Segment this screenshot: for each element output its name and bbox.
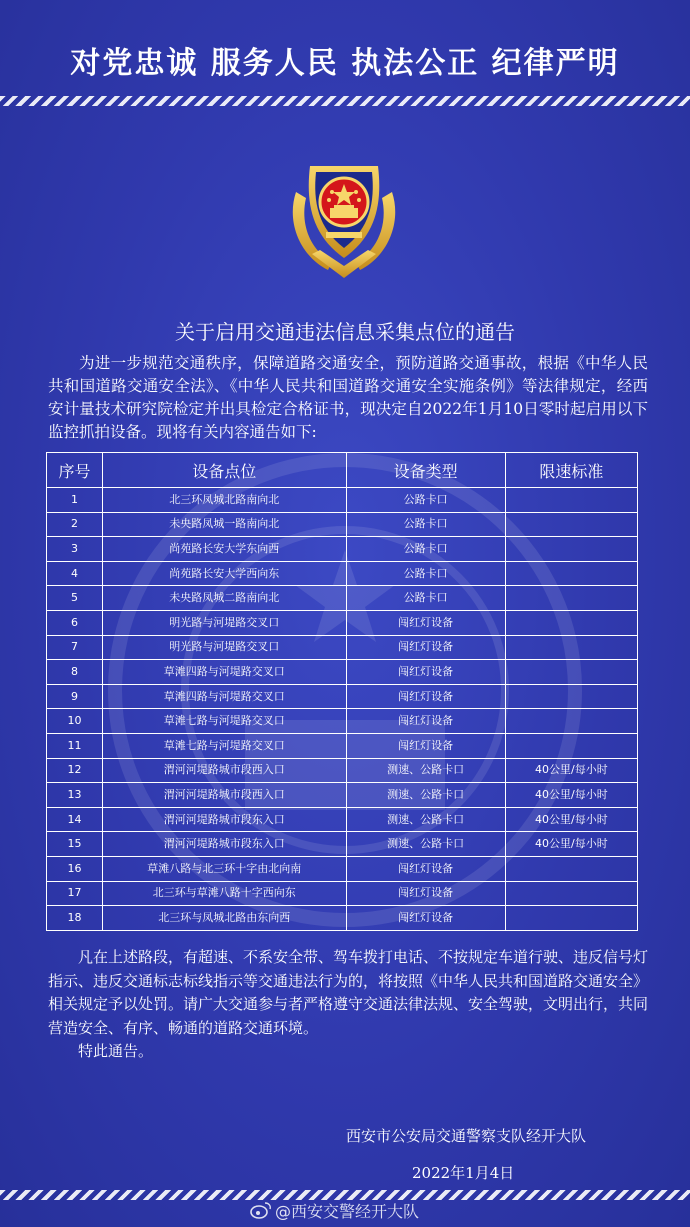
cell-device-type: 闯红灯设备 <box>346 610 505 635</box>
table-row <box>47 881 638 906</box>
cell-speed-limit <box>505 586 637 611</box>
cell-index: 17 <box>47 881 103 906</box>
cell-location: 北三环与草滩八路十字西向东 <box>103 881 346 906</box>
cell-location: 草滩四路与河堤路交叉口 <box>103 684 346 709</box>
cell-location: 未央路凤城二路南向北 <box>103 586 346 611</box>
table-row <box>47 512 638 537</box>
cell-index: 8 <box>47 660 103 685</box>
cell-location: 渭河河堤路城市段东入口 <box>103 832 346 857</box>
header-location: 设备点位 <box>103 453 346 488</box>
table-row <box>47 783 638 808</box>
top-stripe-divider <box>0 96 690 106</box>
cell-location: 未央路凤城一路南向北 <box>103 512 346 537</box>
slogan-banner: 对党忠诚 服务人民 执法公正 纪律严明 <box>70 46 620 81</box>
notice-outro <box>48 946 648 1064</box>
table-row <box>47 856 638 881</box>
cell-index: 18 <box>47 906 103 931</box>
cell-index: 3 <box>47 537 103 562</box>
cell-location: 渭河河堤路城市段西入口 <box>103 783 346 808</box>
table-row <box>47 635 638 660</box>
table-row <box>47 733 638 758</box>
header-device-type: 设备类型 <box>346 453 505 488</box>
cell-location: 北三环凤城北路南向北 <box>103 488 346 513</box>
cell-device-type: 公路卡口 <box>346 537 505 562</box>
cell-speed-limit <box>505 512 637 537</box>
table-row <box>47 906 638 931</box>
header-speed-limit: 限速标准 <box>505 453 637 488</box>
cell-index: 16 <box>47 856 103 881</box>
notice-intro-paragraph: 为进一步规范交通秩序，保障道路交通安全，预防道路交通事故，根据《中华人民共和国道路交通安全法》、《中华人民共和国道路交通安全实施条例》等法律规定，经西安计量技术研究院检定并出具检定合格证书，现决定自2022年1月10日零时起启用以下监控抓拍设备。现将有关内容通告如下: <box>48 354 648 441</box>
cell-device-type: 闯红灯设备 <box>346 881 505 906</box>
table-header-row <box>47 453 638 488</box>
cell-device-type: 闯红灯设备 <box>346 660 505 685</box>
cell-device-type: 测速、公路卡口 <box>346 758 505 783</box>
cell-index: 4 <box>47 561 103 586</box>
header-index: 序号 <box>47 453 103 488</box>
cell-speed-limit <box>505 561 637 586</box>
cell-index: 12 <box>47 758 103 783</box>
cell-device-type: 闯红灯设备 <box>346 733 505 758</box>
table-row <box>47 561 638 586</box>
cell-location: 草滩八路与北三环十字由北向南 <box>103 856 346 881</box>
cell-speed-limit <box>505 856 637 881</box>
cell-speed-limit <box>505 635 637 660</box>
table-row <box>47 807 638 832</box>
weibo-watermark <box>250 1199 490 1221</box>
cell-location: 草滩七路与河堤路交叉口 <box>103 733 346 758</box>
cell-location: 渭河河堤路城市段西入口 <box>103 758 346 783</box>
police-emblem-icon <box>282 152 406 280</box>
cell-speed-limit <box>505 906 637 931</box>
closing-text: 特此通告。 <box>78 1042 154 1060</box>
cell-speed-limit <box>505 660 637 685</box>
table-row <box>47 537 638 562</box>
weibo-icon <box>250 1201 272 1219</box>
cell-location: 渭河河堤路城市段东入口 <box>103 807 346 832</box>
cell-index: 6 <box>47 610 103 635</box>
cell-index: 14 <box>47 807 103 832</box>
cell-device-type: 测速、公路卡口 <box>346 783 505 808</box>
cell-speed-limit <box>505 733 637 758</box>
table-row <box>47 610 638 635</box>
cell-device-type: 闯红灯设备 <box>346 906 505 931</box>
cell-device-type: 闯红灯设备 <box>346 635 505 660</box>
cell-location: 尚苑路长安大学东向西 <box>103 537 346 562</box>
cell-device-type: 闯红灯设备 <box>346 709 505 734</box>
cell-location: 草滩四路与河堤路交叉口 <box>103 660 346 685</box>
table-row <box>47 684 638 709</box>
cell-speed-limit: 40公里/每小时 <box>505 832 637 857</box>
issue-date: 2022年1月4日 <box>412 1164 515 1182</box>
cell-index: 13 <box>47 783 103 808</box>
cell-speed-limit <box>505 488 637 513</box>
cell-index: 11 <box>47 733 103 758</box>
table-row <box>47 660 638 685</box>
cell-device-type: 公路卡口 <box>346 561 505 586</box>
cell-speed-limit: 40公里/每小时 <box>505 783 637 808</box>
outro-paragraph: 凡在上述路段，有超速、不系安全带、驾车拨打电话、不按规定车道行驶、违反信号灯指示、违反交通标志标线指示等交通违法行为的，将按照《中华人民共和国道路交通安全》相关规定予以处罚。请广大交通参与者严格遵守交通法律法规、安全驾驶，文明出行，共同营造安全、有序、畅通的道路交通环境。 <box>48 948 649 1037</box>
cell-device-type: 公路卡口 <box>346 512 505 537</box>
table-row <box>47 488 638 513</box>
device-table <box>46 452 638 931</box>
issuer-signature: 西安市公安局交通警察支队经开大队 <box>346 1127 587 1145</box>
cell-index: 2 <box>47 512 103 537</box>
weibo-handle: @西安交警经开大队 <box>275 1201 420 1221</box>
table-row <box>47 758 638 783</box>
cell-device-type: 测速、公路卡口 <box>346 807 505 832</box>
cell-index: 9 <box>47 684 103 709</box>
table-row <box>47 832 638 857</box>
cell-speed-limit: 40公里/每小时 <box>505 807 637 832</box>
cell-location: 北三环与凤城北路由东向西 <box>103 906 346 931</box>
cell-location: 草滩七路与河堤路交叉口 <box>103 709 346 734</box>
cell-index: 15 <box>47 832 103 857</box>
cell-device-type: 测速、公路卡口 <box>346 832 505 857</box>
cell-speed-limit: 40公里/每小时 <box>505 758 637 783</box>
cell-device-type: 公路卡口 <box>346 488 505 513</box>
cell-speed-limit <box>505 610 637 635</box>
cell-index: 10 <box>47 709 103 734</box>
cell-device-type: 公路卡口 <box>346 586 505 611</box>
cell-location: 明光路与河堤路交叉口 <box>103 610 346 635</box>
table-row <box>47 586 638 611</box>
cell-index: 5 <box>47 586 103 611</box>
cell-index: 7 <box>47 635 103 660</box>
table-row <box>47 709 638 734</box>
table-body <box>47 488 638 931</box>
cell-index: 1 <box>47 488 103 513</box>
cell-device-type: 闯红灯设备 <box>346 856 505 881</box>
cell-location: 明光路与河堤路交叉口 <box>103 635 346 660</box>
cell-device-type: 闯红灯设备 <box>346 684 505 709</box>
cell-speed-limit <box>505 881 637 906</box>
cell-speed-limit <box>505 537 637 562</box>
cell-speed-limit <box>505 684 637 709</box>
notice-title: 关于启用交通违法信息采集点位的通告 <box>175 320 515 344</box>
cell-location: 尚苑路长安大学西向东 <box>103 561 346 586</box>
cell-speed-limit <box>505 709 637 734</box>
